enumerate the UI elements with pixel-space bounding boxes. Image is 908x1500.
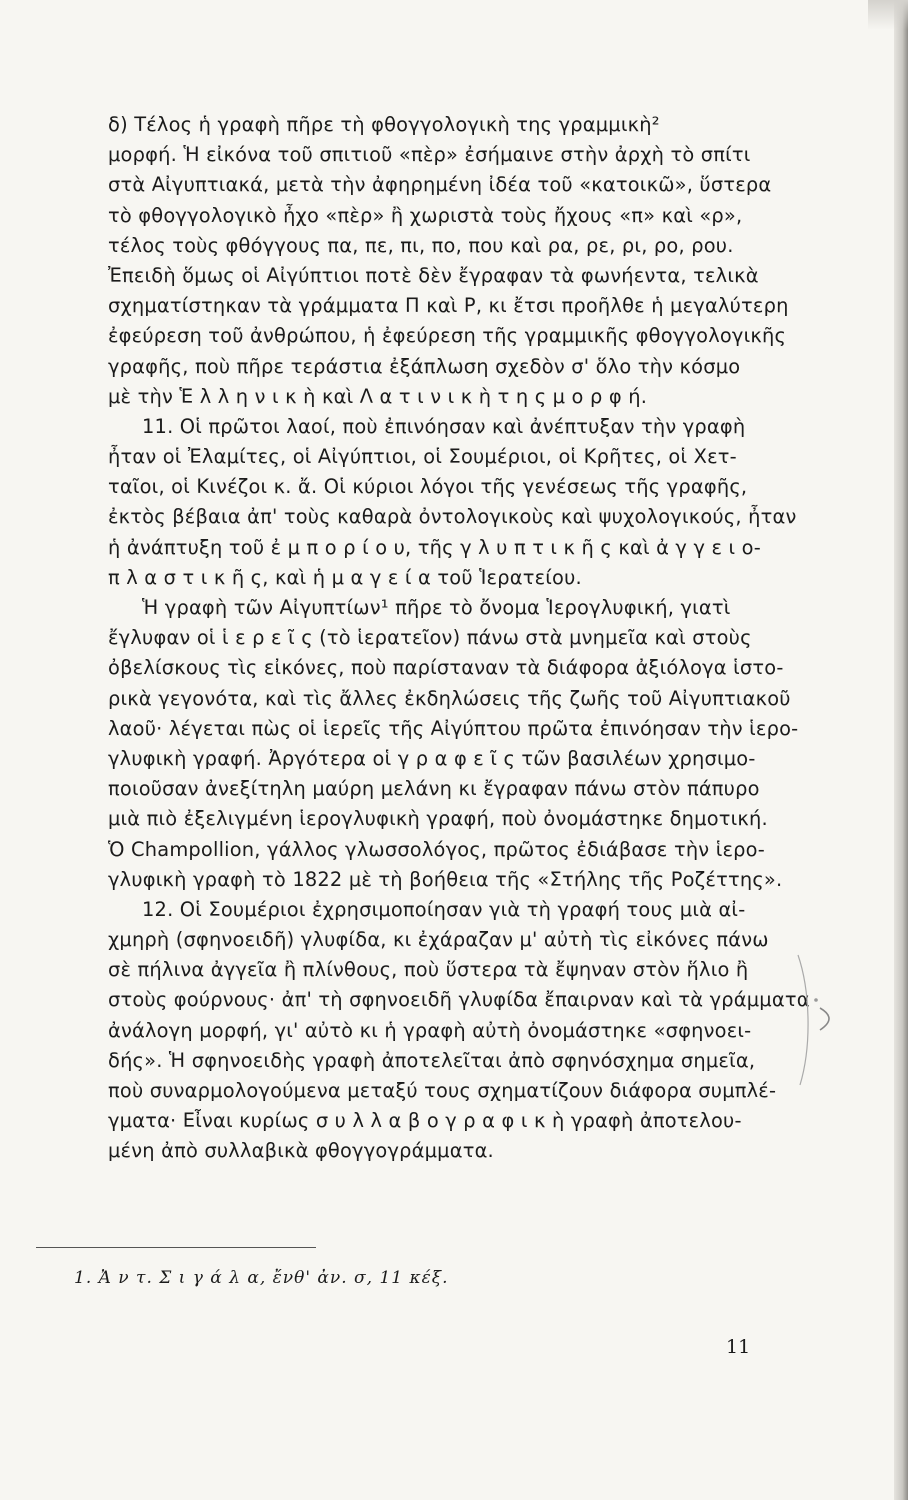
text-line: ἐφεύρεση τοῦ ἀνθρώπου, ἡ ἐφεύρεση τῆς γραμμικῆς φθογγολογικῆς	[108, 324, 787, 348]
paragraph-start: Ἡ γραφὴ τῶν Αἰγυπτίων¹ πῆρε τὸ ὄνομα Ἱερογλυφική, γιατὶ	[142, 596, 731, 619]
text-line: γλυφικὴ γραφή. Ἀργότερα οἱ γ ρ α φ ε ῖ ς τῶν βασιλέων χρησιμο-	[108, 746, 756, 770]
text-line: ἀνάλογη μορφή, γι' αὐτὸ κι ἡ γραφὴ αὐτὴ ὀνομάστηκε «σφηνοει-	[108, 1018, 752, 1042]
text-line: ὀβελίσκους τὶς εἰκόνες, ποὺ παρίσταναν τὰ διάφορα ἀξιόλογα ἱστο-	[108, 656, 784, 680]
page-edge	[894, 0, 908, 1500]
text-line: χμηρὴ (σφηνοειδῆ) γλυφίδα, κι ἐχάραζαν μ' αὐτὴ τὶς εἰκόνες πάνω	[108, 928, 769, 952]
page-edge-shadow	[868, 0, 908, 30]
margin-annotation-mark	[790, 950, 850, 1090]
text-line: τὸ φθογγολογικὸ ἦχο «πὲρ» ἢ χωριστὰ τοὺς ἤχους «π» καὶ «ρ»,	[108, 203, 743, 227]
body-text	[108, 110, 810, 1167]
text-line: ποιοῦσαν ἀνεξίτηλη μαύρη μελάνη κι ἔγραφαν πάνω στὸν πάπυρο	[108, 777, 760, 801]
footnote: 1. Ἀ ν τ. Σ ι γ ά λ α, ἔνθ' ἀν. σ, 11 κέξ.	[74, 1268, 449, 1288]
text-line: σὲ πήλινα ἀγγεῖα ἢ πλίνθους, ποὺ ὕστερα τὰ ἔψηναν στὸν ἥλιο ἢ	[108, 958, 749, 982]
text-line: ρικὰ γεγονότα, καὶ τὶς ἄλλες ἐκδηλώσεις τῆς ζωῆς τοῦ Αἰγυπτιακοῦ	[108, 686, 791, 710]
text-line: μορφή. Ἡ εἰκόνα τοῦ σπιτιοῦ «πὲρ» ἐσήμαινε στὴν ἀρχὴ τὸ σπίτι	[108, 143, 751, 167]
text-line: π λ α σ τ ι κ ῆ ς, καὶ ἡ μ α γ ε ί α τοῦ Ἱερατείου.	[108, 565, 582, 589]
text-line: μὲ τὴν Ἑ λ λ η ν ι κ ὴ καὶ Λ α τ ι ν ι κ ὴ τ η ς μ ο ρ φ ή.	[108, 384, 648, 408]
text-line: ταῖοι, οἱ Κινέζοι κ. ἄ. Οἱ κύριοι λόγοι τῆς γενέσεως τῆς γραφῆς,	[108, 475, 748, 499]
text-line: γματα· Εἶναι κυρίως σ υ λ λ α β ο γ ρ α φ ι κ ὴ γραφὴ ἀποτελου-	[108, 1109, 742, 1133]
section-heading-11: 11. Οἱ πρῶτοι λαοί, ποὺ ἐπινόησαν καὶ ἀνέπτυξαν τὴν γραφὴ	[142, 414, 746, 438]
page-number: 11	[726, 1336, 751, 1358]
text-line: Ἐπειδὴ ὅμως οἱ Αἰγύπτιοι ποτὲ δὲν ἔγραφαν τὰ φωνήεντα, τελικὰ	[108, 263, 759, 287]
text-line: δής». Ἡ σφηνοειδὴς γραφὴ ἀποτελεῖται ἀπὸ σφηνόσχημα σημεῖα,	[108, 1048, 756, 1072]
text-line: σχηματίστηκαν τὰ γράμματα Π καὶ Ρ, κι ἔτσι προῆλθε ἡ μεγαλύτερη	[108, 294, 789, 318]
text-line: στὰ Αἰγυπτιακά, μετὰ τὴν ἀφηρημένη ἰδέα τοῦ «κατοικῶ», ὕστερα	[108, 173, 772, 197]
text-line: δ) Τέλος ἡ γραφὴ πῆρε τὴ φθογγολογικὴ της γραμμικὴ²	[108, 113, 660, 136]
section-heading-12: 12. Οἱ Σουμέριοι ἐχρησιμοποίησαν γιὰ τὴ γραφή τους μιὰ αἰ-	[142, 897, 746, 921]
text-line: ἦταν οἱ Ἐλαμίτες, οἱ Αἰγύπτιοι, οἱ Σουμέριοι, οἱ Κρῆτες, οἱ Χετ-	[108, 445, 737, 469]
footnote-rule	[36, 1247, 316, 1248]
text-line: τέλος τοὺς φθόγγους πα, πε, πι, πο, που καὶ ρα, ρε, ρι, ρο, ρου.	[108, 233, 734, 257]
text-line: γλυφικὴ γραφὴ τὸ 1822 μὲ τὴ βοήθεια τῆς «Στήλης τῆς Ροζέττης».	[108, 867, 783, 891]
text-line: λαοῦ· λέγεται πὼς οἱ ἱερεῖς τῆς Αἰγύπτου πρῶτα ἐπινόησαν τὴν ἱερο-	[108, 716, 799, 740]
text-line: ποὺ συναρμολογούμενα μεταξύ τους σχηματίζουν διάφορα συμπλέ-	[108, 1079, 777, 1102]
text-line: στοὺς φούρνους· ἀπ' τὴ σφηνοειδῆ γλυφίδα ἔπαιρναν καὶ τὰ γράμματα	[108, 988, 810, 1012]
text-line: γραφῆς, ποὺ πῆρε τεράστια ἐξάπλωση σχεδὸν σ' ὅλο τὴν κόσμο	[108, 354, 741, 378]
text-line: ἐκτὸς βέβαια ἀπ' τοὺς καθαρὰ ὀντολογικοὺς καὶ ψυχολογικούς, ἦταν	[108, 505, 797, 529]
text-line: ἡ ἀνάπτυξη τοῦ ἐ μ π ο ρ ί ο υ, τῆς γ λ υ π τ ι κ ῆ ς καὶ ἀ γ γ ε ι ο-	[108, 535, 761, 559]
text-line: ἔγλυφαν οἱ ἱ ε ρ ε ῖ ς (τὸ ἱερατεῖον) πάνω στὰ μνημεῖα καὶ στοὺς	[108, 626, 752, 650]
text-line: μιὰ πιὸ ἐξελιγμένη ἱερογλυφικὴ γραφή, ποὺ ὀνομάστηκε δημοτική.	[108, 807, 768, 831]
text-line: Ὁ Champollion, γάλλος γλωσσολόγος, πρῶτος ἐδιάβασε τὴν ἱερο-	[108, 837, 765, 861]
text-line: μένη ἀπὸ συλλαβικὰ φθογγογράμματα.	[108, 1139, 494, 1163]
